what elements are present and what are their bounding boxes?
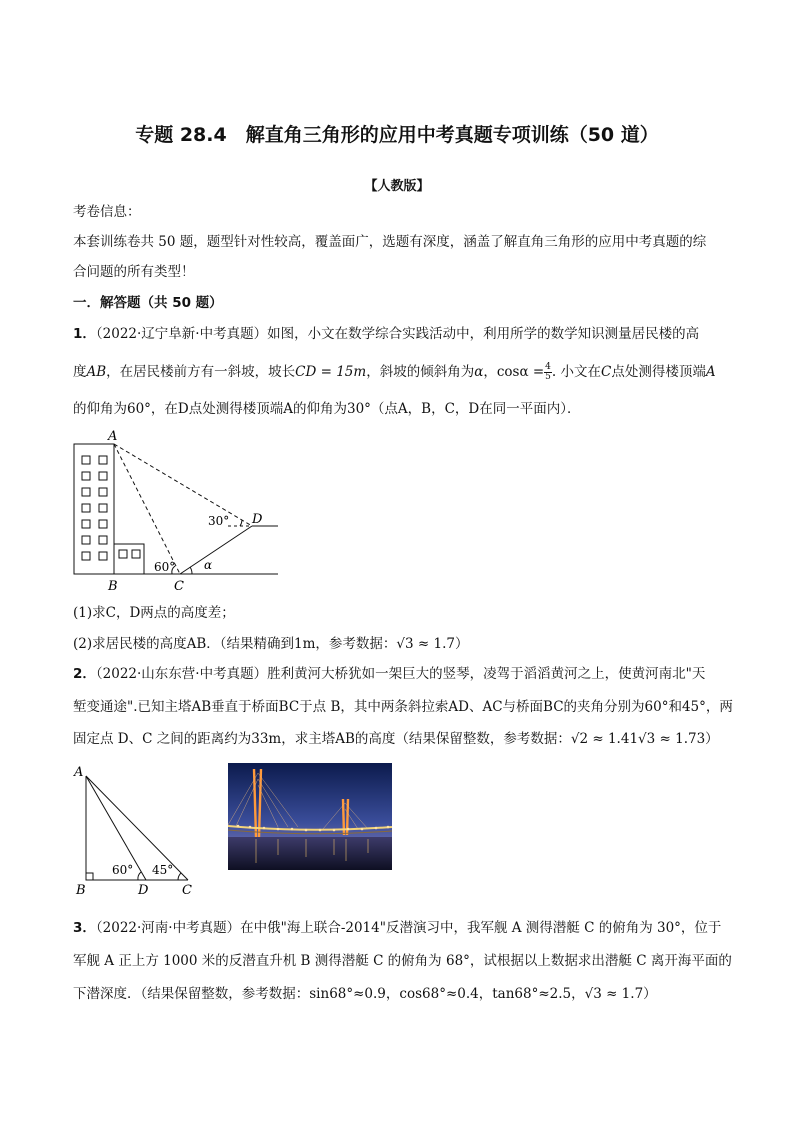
q1-cd-eq: CD = 15m [295, 364, 367, 380]
q2-fig-angle-45: 45° [152, 863, 174, 877]
q1-line-2 [73, 362, 733, 382]
bridge-photo [228, 763, 392, 870]
q1-source: （2022·辽宁阜新·中考真题） [95, 326, 268, 342]
info-text-1: 本套训练卷共 50 题，题型针对性较高，覆盖面广，选题有深度，涵盖了解直角三角形的应用中考真题的综 [73, 234, 707, 250]
q2-fig-label-c: C [182, 883, 192, 898]
q1-text-1: 如图，小文在数学综合实践活动中，利用所学的数学知识测量居民楼的高 [267, 326, 700, 342]
q1-fig-label-c: C [174, 579, 184, 594]
q1-fig-alpha: α [204, 558, 213, 572]
q1-fig-angle-60: 60° [154, 560, 176, 574]
q1-text-2f: 点处测得楼顶端 [611, 364, 706, 380]
q2-fig-label-d: D [138, 883, 149, 898]
q1-a-pt: A [705, 364, 716, 380]
q3-line-1 [73, 918, 733, 938]
info-label: 考卷信息： [73, 204, 141, 220]
q2-text-3: 固定点 D、C 之间的距离约为33m，求主塔AB的高度（结果保留整数，参考数据：√2 ≈ 1.41√3 ≈ 1.73） [73, 731, 719, 747]
q1-cos: cosα = [496, 364, 545, 380]
q1-line-1 [73, 324, 733, 344]
q1-fig-label-b: B [108, 579, 118, 594]
q3-text-3: 下潜深度．（结果保留整数，参考数据：sin68°≈0.9，cos68°≈0.4，tan68°≈2.5，√3 ≈ 1.7） [73, 986, 657, 1002]
q3-source: （2022·河南·中考真题） [95, 920, 241, 936]
q1-alpha: α [474, 364, 484, 380]
q2-line-1 [73, 664, 733, 684]
q3-number: 3． [73, 920, 96, 936]
q1-fraction [544, 363, 552, 382]
q3-text-1: 在中俄"海上联合-2014"反潜演习中，我军舰 A 测得潜艇 C 的俯角为 30°，位于 [240, 920, 722, 936]
q2-fig-label-b: B [76, 883, 86, 898]
q2-fig-label-a: A [74, 765, 84, 780]
q2-text-1: 胜利黄河大桥犹如一架巨大的竖琴，凌驾于滔滔黄河之上，使黄河南北"天 [267, 666, 706, 682]
q1-text-2c: ，斜坡的倾斜角为 [366, 364, 475, 380]
q1-figure [68, 426, 288, 596]
q1-text-2a: 度 [73, 364, 87, 380]
section-heading: 一．解答题（共 50 题） [73, 295, 223, 311]
info-text-2: 合问题的所有类型！ [73, 264, 195, 280]
q3-text-2: 军舰 A 正上方 1000 米的反潜直升机 B 测得潜艇 C 的俯角为 68°，试根据以上数据求出潜艇 C 离开海平面的 [73, 953, 732, 969]
q1-sub-2: (2)求居民楼的高度AB．（结果精确到1m，参考数据：√3 ≈ 1.7） [73, 636, 469, 652]
q2-figure [70, 760, 205, 900]
q1-text-2b: ，在居民楼前方有一斜坡，坡长 [106, 364, 296, 380]
q1-text-2d: ， [483, 364, 497, 380]
q2-number: 2． [73, 666, 96, 682]
q1-ab: AB [86, 364, 107, 380]
q1-fig-label-a: A [108, 429, 118, 444]
q1-frac-den: 5 [545, 372, 551, 382]
q1-fig-angle-30: 30° [208, 514, 230, 528]
q1-c-pt: C [601, 364, 612, 380]
q1-text-2e: . 小文在 [551, 364, 601, 380]
page-title: 专题 28.4 解直角三角形的应用中考真题专项训练（50 道） [135, 124, 659, 146]
q1-frac-num: 4 [545, 362, 551, 372]
edition-label: 【人教版】 [364, 179, 430, 194]
q2-text-2: 堑变通途".已知主塔AB垂直于桥面BC于点 B，其中两条斜拉索AD、AC与桥面BC的夹角分别为60°和45°，两 [73, 699, 733, 715]
q1-sub-1: (1)求C，D两点的高度差； [73, 605, 235, 621]
q2-source: （2022·山东东营·中考真题） [95, 666, 268, 682]
q2-fig-angle-60: 60° [112, 863, 134, 877]
q1-number: 1． [73, 326, 96, 342]
q1-fig-label-d: D [252, 512, 263, 527]
q1-text-3: 的仰角为60°，在D点处测得楼顶端A的仰角为30°（点A，B，C，D在同一平面内）． [73, 401, 581, 417]
